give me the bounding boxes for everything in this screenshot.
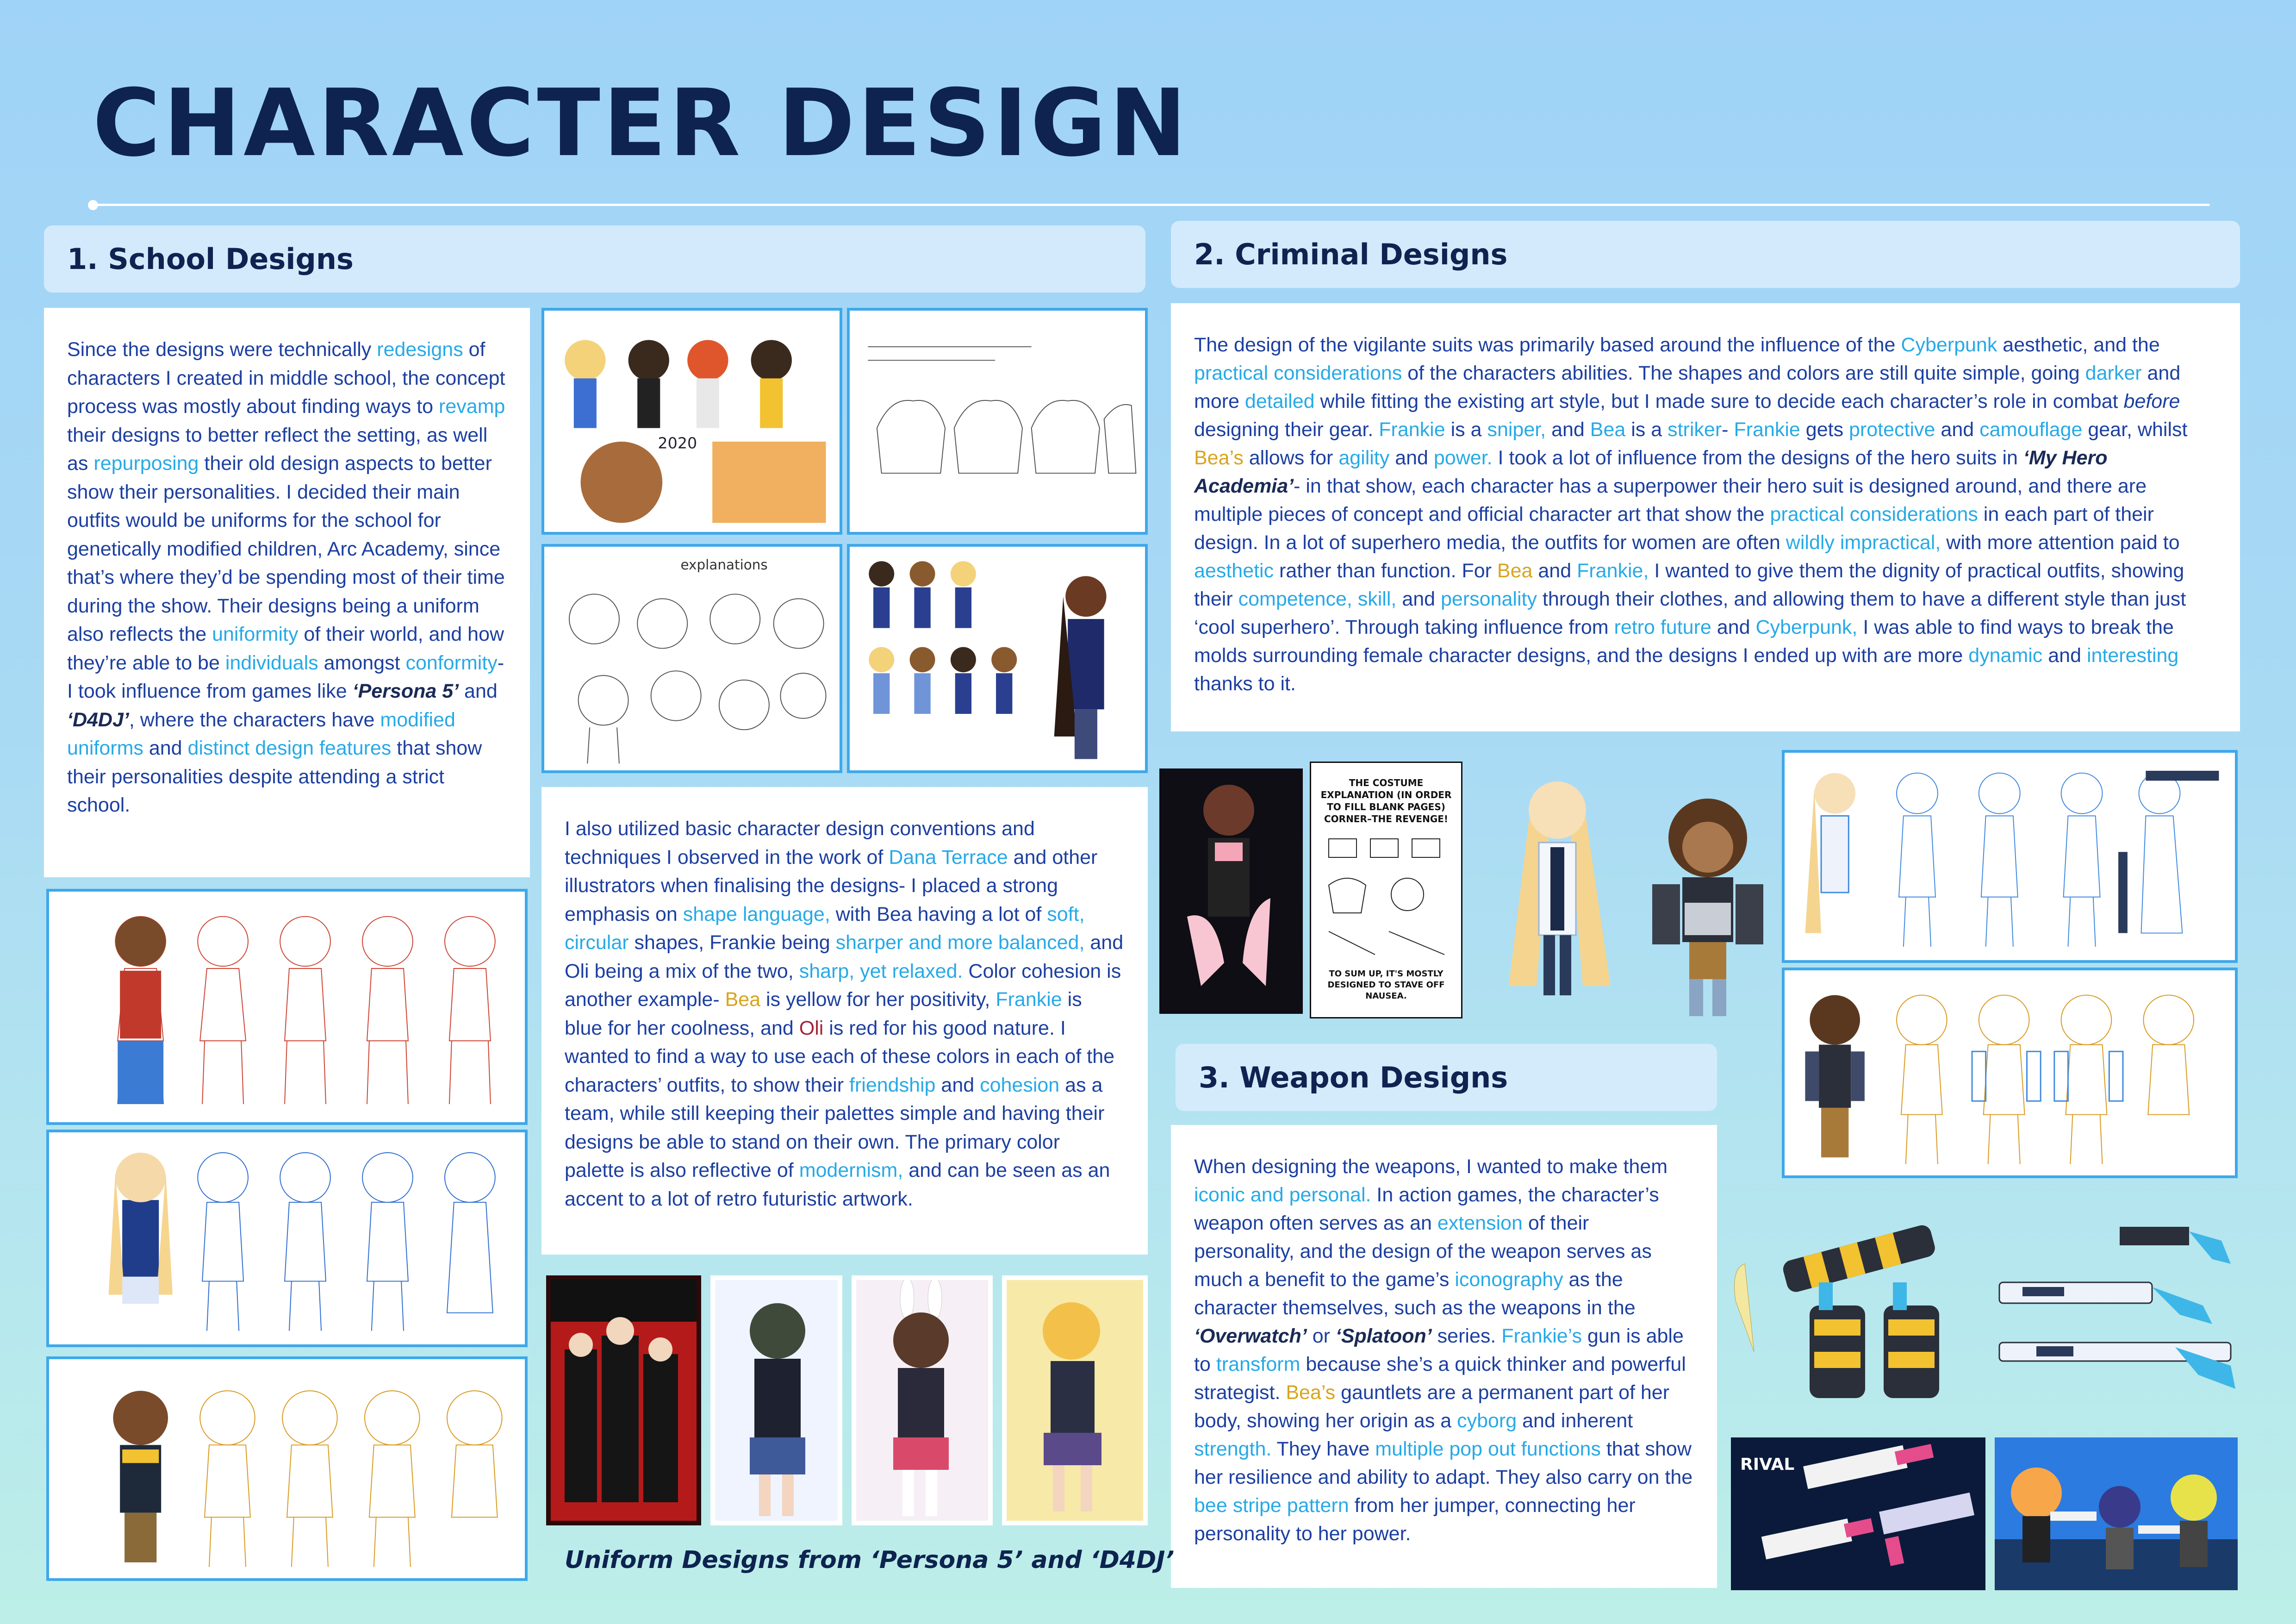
costume-explanation-note (1310, 762, 1462, 1018)
frankie-gun-render (1990, 1213, 2240, 1407)
section-header-criminal: 2. Criminal Designs (1171, 221, 2240, 288)
my-hero-academia-reference (1159, 768, 1303, 1014)
rival-logo-text: RIVAL (1740, 1455, 1795, 1474)
bea-vigilante-render (1634, 787, 1782, 1023)
color-lineup-sketches (847, 544, 1148, 773)
title-rule (90, 204, 2210, 206)
persona5-reference (546, 1275, 701, 1525)
section-header-school: 1. School Designs (44, 225, 1145, 293)
splatoon-reference (1995, 1437, 2238, 1590)
d4dj-reference-3 (1002, 1275, 1148, 1525)
school-designs-text: Since the designs were technically redesigns of characters I created in middle school, the concept process was mostly about finding ways to revamp their designs to better reflect the setting, as well as repurposing their old design aspects to better show their personalities. I decided their main outfits would be uniforms for the school for genetically modified children, Arc Academy, since that’s where they’d be spending most of their time during the show. Their designs being a uniform also reflects the uniformity of their world, and how they’re able to be individuals amongst conformity- I took influence from games like ‘Persona 5’ and ‘D4DJ’, where the characters have modified uniforms and distinct design features that show their personalities despite attending a strict school. (44, 308, 530, 877)
page-title: CHARACTER DESIGN (93, 69, 1189, 177)
criminal-designs-text: The design of the vigilante suits was primarily based around the influence of the Cyberpunk aesthetic, and the practical considerations of the characters abilities. The shapes and colors are still quite simple, going darker and more detailed while fitting the existing art style, but I made sure to decide each character’s role in combat before designing their gear. Frankie is a sniper, and Bea is a striker- Frankie gets protective and camouflage gear, whilst Bea’s allows for agility and power. I took a lot of influence from the designs of the hero suits in ‘My Hero Academia’- in that show, each character has a superpower their hero suit is designed around, and there are multiple pieces of concept and official character art that show the practical considerations in each part of their design. In a lot of superhero media, the outfits for women are often wildly impractical, with more attention paid to aesthetic rather than function. For Bea and Frankie, I wanted to give them the dignity of practical outfits, showing their competence, skill, and personality through their clothes, and allowing them to have a different style than just ‘cool superhero’. Through taking influence from retro future and Cyberpunk, I was able to find ways to break the molds surrounding female character designs, and the designs I ended up with are more dynamic and interesting thanks to it. (1171, 303, 2240, 731)
section-header-weapon: 3. Weapon Designs (1176, 1044, 1717, 1111)
overwatch-reference (1731, 1437, 1985, 1590)
jacket-sketches (847, 308, 1148, 535)
bea-gauntlets-render (1726, 1213, 1995, 1407)
costume-note-heading: THE COSTUME EXPLANATION (IN ORDER TO FILL BLANK PAGES) CORNER–THE REVENGE! (1320, 777, 1452, 824)
sketch-year-note: 2020 (658, 434, 697, 452)
design-conventions-text: I also utilized basic character design conventions and techniques I observed in the work of Dana Terrace and other illustrators when finalising the designs- I placed a strong emphasis on shape language, with Bea having a lot of soft, circular shapes, Frankie being sharper and more balanced, and Oli being a mix of the two, sharp, yet relaxed. Color cohesion is another example- Bea is yellow for her positivity, Frankie is blue for her coolness, and Oli is red for his good nature. I wanted to find a way to use each of these colors in each of the characters’ outfits, to show their friendship and cohesion as a team, while still keeping their palettes simple and having their designs be able to stand on their own. The primary color palette is also reflective of modernism, and can be seen as an accent to a lot of retro futuristic artwork. (541, 787, 1148, 1255)
school-turnaround-oli (46, 889, 528, 1125)
expression-sketches (541, 544, 842, 773)
weapon-designs-text: When designing the weapons, I wanted to make them iconic and personal. In action games, the character’s weapon often serves as an extension of their personality, and the design of the weapon serves as much a benefit to the game’s iconography as the character themselves, such as the weapons in the ‘Overwatch’ or ‘Splatoon’ series. Frankie’s gun is able to transform because she’s a quick thinker and powerful strategist. Bea’s gauntlets are a permanent part of her body, showing her origin as a cyborg and inherent strength. They have multiple pop out functions that show her resilience and ability to adapt. They also carry on the bee stripe pattern from her jumper, connecting her personality to her power. (1171, 1125, 1717, 1588)
school-turnaround-frankie (46, 1130, 528, 1347)
old-designs-collage (541, 308, 842, 535)
d4dj-reference-2 (852, 1275, 993, 1525)
costume-note-footer: TO SUM UP, IT'S MOSTLY DESIGNED TO STAVE OFF NAUSEA. (1327, 969, 1445, 1001)
bea-vigilante-turnaround (1782, 968, 2238, 1178)
sketch-explanation-note: explanations (680, 556, 768, 573)
frankie-vigilante-render (1481, 768, 1634, 1009)
reference-caption: Uniform Designs from ‘Persona 5’ and ‘D4DJ’ (565, 1546, 1175, 1574)
frankie-vigilante-turnaround (1782, 750, 2238, 963)
school-turnaround-bea (46, 1356, 528, 1581)
d4dj-reference-1 (710, 1275, 842, 1525)
